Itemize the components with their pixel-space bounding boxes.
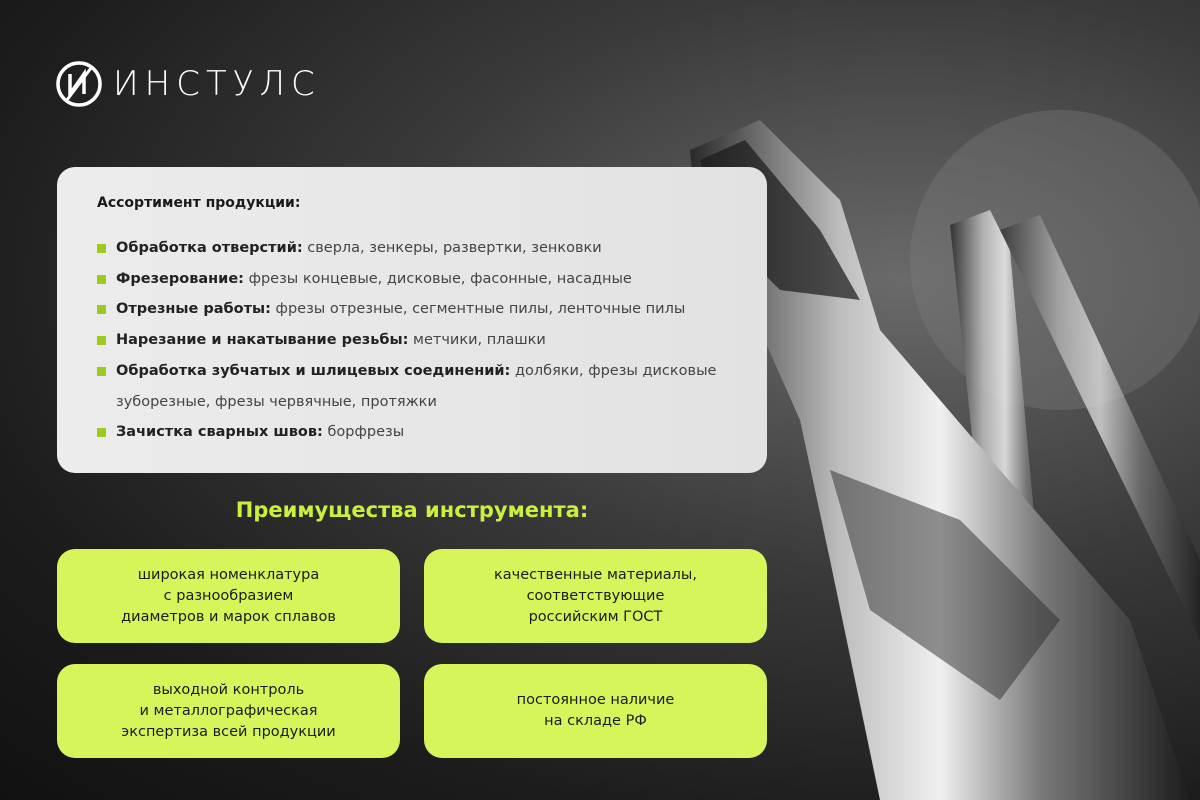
assortment-item (97, 325, 727, 356)
assortment-item (97, 264, 727, 295)
advantage-card: выходной контроль и металлографическая экспертиза всей продукции (57, 664, 400, 758)
item-desc: борфрезы (322, 424, 405, 441)
bullet-icon (97, 305, 106, 314)
bullet-icon (97, 275, 106, 284)
item-desc: фрезы отрезные, сегментные пилы, ленточные пилы (270, 301, 686, 318)
assortment-item (97, 294, 727, 325)
item-desc: метчики, плашки (408, 332, 546, 349)
bullet-icon (97, 244, 106, 253)
item-label: Обработка зубчатых и шлицевых соединений: (116, 362, 511, 379)
assortment-item (97, 356, 727, 417)
item-label: Зачистка сварных швов: (116, 424, 323, 441)
advantage-card: постоянное наличие на складе РФ (424, 664, 767, 758)
item-label: Отрезные работы: (116, 301, 271, 318)
assortment-title: Ассортимент продукции: (97, 195, 301, 211)
item-desc: фрезы концевые, дисковые, фасонные, насадные (243, 270, 632, 287)
logo-icon (55, 60, 103, 108)
advantage-card: качественные материалы, соответствующие российским ГОСТ (424, 549, 767, 643)
advantages-title: Преимущества инструмента: (235, 498, 589, 522)
item-label: Обработка отверстий: (116, 240, 303, 256)
item-desc: долбяки, фрезы дисковые зуборезные, фрезы червячные, протяжки (116, 362, 717, 410)
assortment-item (97, 417, 727, 448)
item-label: Нарезание и накатывание резьбы: (116, 332, 409, 349)
assortment-item (97, 233, 727, 264)
assortment-panel (57, 167, 767, 473)
bullet-icon (97, 336, 106, 345)
brand-logo (55, 60, 321, 108)
brand-name: ИНСТУЛС (113, 64, 321, 104)
item-label: Фрезерование: (116, 270, 244, 287)
advantage-card: широкая номенклатура с разнообразием диаметров и марок сплавов (57, 549, 400, 643)
bullet-icon (97, 428, 106, 437)
bullet-icon (97, 367, 106, 376)
item-desc: сверла, зенкеры, развертки, зенковки (302, 240, 602, 256)
